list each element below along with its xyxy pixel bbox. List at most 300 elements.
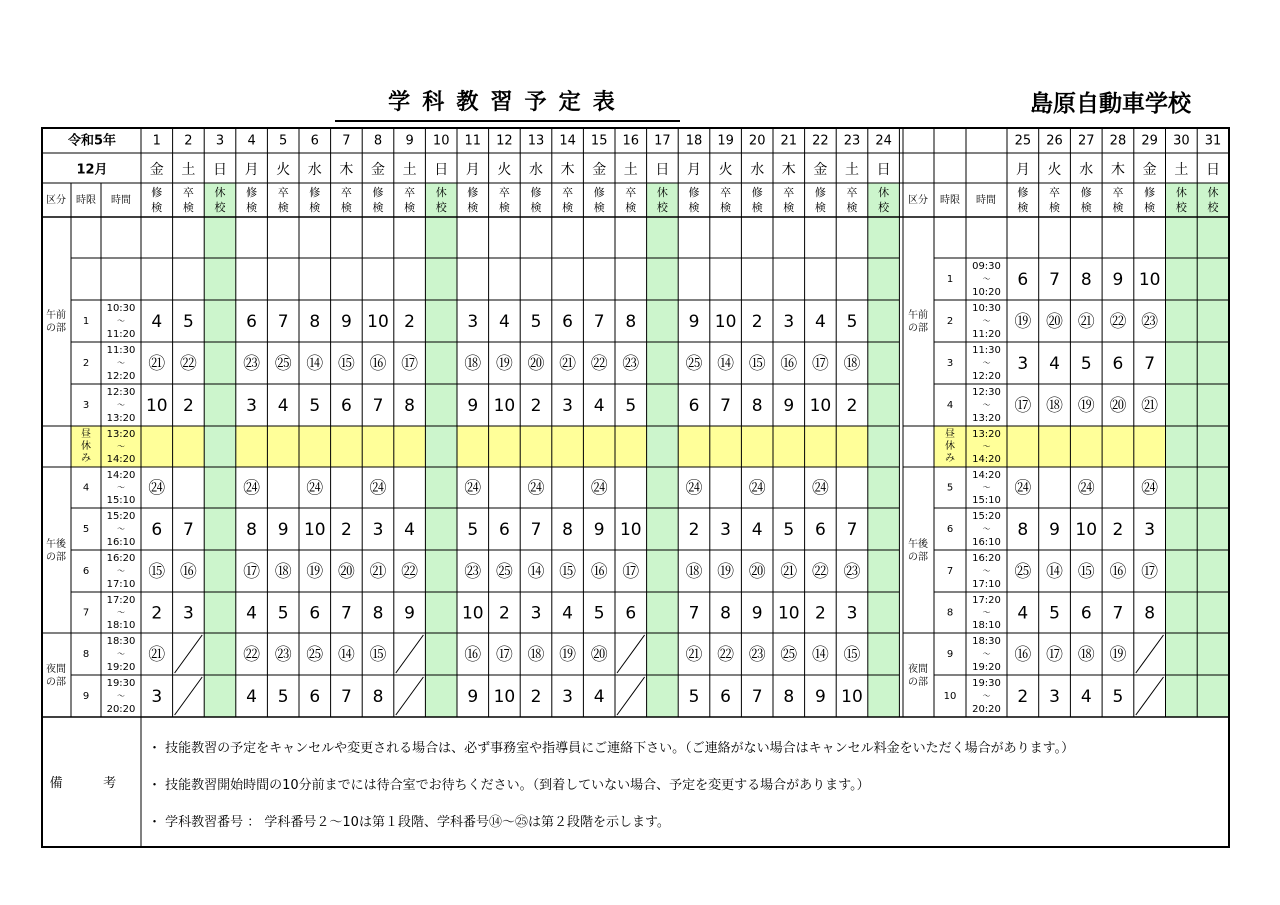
slash-mark [396,635,424,673]
weekday-label: 火 [718,162,733,178]
day-type-label: 休 [1207,186,1219,199]
header-jikan: 時間 [976,195,996,206]
main-lesson-cell: ⑲ [717,562,735,582]
end-lesson-cell: ⑰ [1141,562,1159,582]
main-lesson-cell: ⑱ [274,562,292,582]
date-number: 27 [1077,133,1095,149]
era-year: 令和5年 [67,133,117,149]
weekday-label: 金 [371,162,385,178]
end-lesson-cell: ⑯ [1109,562,1127,582]
day-type-label: 修 [688,186,700,199]
main-lesson-cell: ㉕ [685,354,703,374]
end-lesson-cell: ㉔ [1014,478,1032,499]
main-lesson-cell: 5 [277,603,289,624]
section-night: の部 [46,677,66,688]
weekday-label: 木 [560,162,575,178]
slash-mark [1136,635,1164,673]
weekday-label: 火 [497,162,512,178]
day-type-label: 校 [214,201,226,214]
date-number: 3 [215,133,225,149]
period-time: 20:20 [106,704,136,715]
period-number: 2 [946,316,954,327]
date-number: 4 [247,133,256,149]
lunch-label: み [945,453,955,464]
main-lesson-cell: ㉒ [590,354,608,374]
period-time: 11:20 [106,329,136,340]
date-number: 11 [464,133,482,149]
end-lesson-cell: ⑰ [1046,645,1064,665]
note-cancel: ・ 技能教習の予定をキャンセルや変更される場合は、必ず事務室や指導員にご連絡下さい。（ご連絡がない場合はキャンセル料金をいただく場合があります。） [148,741,1075,756]
period-time: 19:30 [106,678,136,689]
main-lesson-cell: 5 [625,396,637,416]
date-number: 31 [1204,133,1222,149]
main-lesson-cell: ㉒ [401,562,419,582]
end-lesson-cell: ⑳ [1046,312,1064,332]
date-number: 25 [1014,133,1032,149]
period-time: 12:30 [972,387,1001,398]
period-time: 10:30 [106,303,136,314]
main-lesson-cell: 6 [246,312,258,332]
day-type-label: 検 [1080,201,1092,214]
weekday-label: 日 [655,162,670,178]
main-lesson-cell: ㉑ [780,562,798,582]
period-time: 18:10 [106,620,136,631]
slash-mark [396,677,424,715]
period-time: 〜 [117,649,125,659]
main-lesson-cell: 4 [277,396,289,416]
end-lesson-cell: 7 [1049,270,1060,290]
main-lesson-cell: 7 [277,312,289,332]
date-number: 9 [405,133,414,149]
main-lesson-cell: 7 [593,312,605,332]
slash-mark [617,677,645,715]
section-am: の部 [908,323,928,334]
main-lesson-cell: 7 [720,396,732,416]
main-lesson-cell: 9 [467,687,479,707]
main-lesson-cell: ㉔ [685,478,703,499]
section-night: の部 [908,677,928,688]
main-lesson-cell: 4 [593,396,605,416]
end-lesson-cell: ⑯ [1014,645,1032,665]
end-lesson-cell: ㉕ [1014,562,1032,582]
end-lesson-cell: 6 [1017,270,1029,290]
date-number: 13 [527,133,545,149]
period-time: 20:20 [972,704,1001,715]
main-lesson-cell: ⑮ [748,354,766,374]
period-time: 13:20 [106,413,136,424]
weekday-label: 水 [307,162,322,178]
main-lesson-cell: 3 [846,603,858,624]
main-lesson-cell: 5 [309,396,321,416]
weekday-label: 月 [244,162,259,178]
slash-mark [175,635,203,673]
end-lesson-cell: ⑱ [1046,396,1064,416]
main-lesson-cell: 2 [404,312,416,332]
period-number: 5 [82,524,90,535]
main-lesson-cell: 3 [151,687,163,707]
period-time: 12:20 [106,371,136,382]
period-time: 09:30 [972,261,1001,272]
end-lesson-cell: 2 [1017,687,1029,707]
lunch-row [934,426,1166,467]
main-lesson-cell: 10 [619,520,642,540]
holiday-column [1166,183,1198,717]
main-lesson-cell: 8 [404,396,416,416]
main-lesson-cell: 2 [688,520,700,540]
main-lesson-cell: ㉒ [717,645,735,665]
main-lesson-cell: 2 [530,687,542,707]
weekday-label: 木 [781,162,796,178]
month-label: 12月 [76,162,108,178]
main-lesson-cell: 4 [246,603,258,624]
main-lesson-cell: 3 [372,520,384,540]
section-pm: の部 [908,552,928,563]
main-lesson-cell: ⑮ [148,562,166,582]
lunch-time: 14:20 [106,454,136,465]
weekday-label: 日 [876,162,891,178]
main-lesson-cell: ㉓ [748,645,766,665]
day-type-label: 検 [530,201,542,214]
weekday-label: 水 [1079,162,1094,178]
main-lesson-cell: 9 [688,312,700,332]
main-lesson-cell: 4 [814,312,826,332]
period-time: 19:20 [106,662,136,673]
lunch-label: み [81,453,91,464]
day-type-label: 検 [151,201,163,214]
main-lesson-cell: 3 [467,312,479,332]
main-lesson-cell: ⑯ [179,562,197,582]
main-lesson-cell: 4 [593,687,605,707]
day-type-label: 卒 [1112,186,1124,199]
main-lesson-cell: 10 [461,603,484,624]
main-lesson-cell: 9 [814,687,826,707]
main-lesson-cell: 8 [562,520,574,540]
period-time: 10:30 [972,303,1001,314]
period-number: 5 [946,482,954,494]
date-number: 21 [780,133,798,149]
period-time: 16:10 [106,537,136,548]
end-lesson-cell: 5 [1112,687,1124,707]
period-time: 18:10 [972,620,1001,631]
day-type-label: 修 [1080,186,1092,199]
main-lesson-cell: 3 [182,603,194,624]
main-lesson-cell: ⑯ [464,645,482,665]
note-lesson-numbers: ・ 学科教習番号 ： 学科番号２〜10は第１段階、学科番号⑭〜㉕は第２段階を示します。 [148,815,670,830]
main-lesson-cell: ㉓ [274,645,292,665]
period-number: 7 [946,566,954,577]
day-type-label: 検 [498,201,510,214]
section-am: 午前 [46,310,66,321]
main-lesson-cell: 10 [367,312,389,332]
main-lesson-cell: 6 [151,520,163,540]
date-number: 2 [184,133,193,149]
period-time: 18:30 [972,636,1001,647]
end-lesson-cell: 8 [1144,603,1156,624]
main-lesson-cell: ㉒ [243,645,261,665]
main-lesson-cell: ㉕ [780,645,798,665]
period-time: 15:10 [972,495,1001,506]
lunch-label: 休 [81,441,91,452]
period-time: 17:10 [972,579,1001,590]
period-time: 〜 [982,566,991,576]
main-lesson-cell: ㉓ [622,354,640,374]
main-lesson-cell: ㉑ [559,354,577,374]
main-lesson-cell: 9 [593,520,605,540]
day-type-label: 休 [1175,186,1187,199]
main-lesson-cell: ㉑ [148,645,166,665]
main-lesson-cell: 4 [404,520,416,540]
lunch-label: 休 [945,441,955,452]
end-lesson-cell: ⑰ [1014,396,1032,416]
date-number: 14 [559,133,576,149]
day-type-label: 修 [814,186,826,199]
main-lesson-cell: ⑱ [843,354,861,374]
main-lesson-cell: 8 [309,312,321,332]
weekday-label: 土 [623,162,638,178]
end-lesson-cell: 4 [1080,687,1092,707]
main-lesson-cell: ⑰ [811,354,829,374]
main-lesson-cell: 3 [783,312,795,332]
day-type-label: 卒 [498,186,510,199]
main-lesson-cell: 10 [777,603,800,624]
main-lesson-cell: 7 [688,603,700,624]
end-lesson-cell: ⑳ [1109,396,1127,416]
day-type-label: 検 [720,201,732,214]
day-type-label: 卒 [182,186,194,199]
main-lesson-cell: 2 [530,396,542,416]
period-time: 〜 [982,483,991,492]
day-type-label: 検 [751,201,763,214]
main-lesson-cell: 3 [562,396,574,416]
day-type-label: 検 [277,201,289,214]
period-time: 〜 [982,316,991,326]
date-number: 23 [843,133,861,149]
main-lesson-cell: ⑭ [337,645,355,665]
end-lesson-cell: 7 [1144,354,1156,374]
main-lesson-cell: 3 [562,687,574,707]
main-lesson-cell: ⑯ [780,354,798,374]
period-time: 10:20 [972,287,1001,298]
day-type-label: 検 [783,201,795,214]
slash-mark [1136,677,1164,715]
period-time: 11:30 [972,345,1001,356]
end-lesson-cell: ㉑ [1077,312,1095,332]
main-lesson-cell: 6 [688,396,700,416]
day-type-label: 検 [1144,201,1156,214]
main-lesson-cell: 7 [340,687,352,707]
day-type-label: 休 [878,186,890,199]
day-type-label: 修 [309,186,321,199]
end-lesson-cell: ㉔ [1141,478,1159,499]
main-lesson-cell: ⑳ [337,562,355,582]
period-time: 18:30 [106,636,136,647]
end-lesson-cell: 5 [1080,354,1092,374]
main-lesson-cell: 10 [303,520,326,540]
main-lesson-cell: ㉒ [811,562,829,582]
note-arrival: ・ 技能教習開始時間の10分前までには待合室でお待ちください。（到着していない場合、予定を変更する場合があります。） [148,778,870,793]
period-time: 11:20 [972,329,1001,340]
main-lesson-cell: 5 [530,312,542,332]
main-lesson-cell: 4 [151,312,163,332]
date-number: 5 [279,133,288,149]
day-type-label: 校 [656,201,668,214]
main-lesson-cell: 6 [814,520,826,540]
end-lesson-cell: 9 [1049,520,1060,540]
day-type-label: 検 [404,201,416,214]
period-number: 8 [82,649,90,660]
weekday-label: 月 [1015,162,1030,178]
main-lesson-cell: 4 [246,687,258,707]
day-type-label: 修 [751,186,763,199]
main-lesson-cell: 3 [530,603,542,624]
end-lesson-cell: 4 [1049,354,1060,374]
main-lesson-cell: 3 [720,520,732,540]
main-lesson-cell: ㉔ [590,478,608,499]
period-time: 13:20 [972,413,1001,424]
main-lesson-cell: ⑮ [337,354,355,374]
weekday-label: 土 [845,162,859,178]
day-type-label: 検 [182,201,194,214]
section-pm: の部 [46,552,66,563]
weekday-label: 土 [402,162,417,178]
main-lesson-cell: 3 [246,396,258,416]
end-lesson-cell: 3 [1017,354,1029,374]
day-type-label: 卒 [1049,186,1061,199]
date-number: 7 [342,133,351,149]
day-type-label: 卒 [404,186,416,199]
main-lesson-cell: 7 [751,687,763,707]
main-lesson-cell: 9 [467,396,479,416]
day-type-label: 休 [435,186,447,199]
main-lesson-cell: ⑭ [717,354,735,374]
day-type-label: 卒 [277,186,289,199]
period-number: 4 [82,482,90,494]
day-type-label: 修 [246,186,258,199]
lunch-row [71,426,899,467]
main-lesson-cell: ㉔ [811,478,829,499]
lunch-label: 昼 [945,429,955,440]
main-lesson-cell: ⑯ [369,354,387,374]
date-number: 10 [432,133,450,149]
main-lesson-cell: ⑱ [464,354,482,374]
period-time: 〜 [117,608,125,617]
main-lesson-cell: ⑮ [559,562,577,582]
main-lesson-cell: ㉑ [685,645,703,665]
period-time: 16:10 [972,537,1001,548]
main-lesson-cell: 6 [340,396,352,416]
main-lesson-cell: ⑮ [843,645,861,665]
day-type-label: 校 [878,201,890,214]
period-time: 14:20 [106,470,136,481]
day-type-label: 卒 [846,186,858,199]
period-time: 〜 [982,400,991,410]
main-lesson-cell: 2 [846,396,858,416]
page-title: 学科教習予定表 [335,88,680,122]
end-lesson-cell: ⑮ [1077,562,1095,582]
period-time: 〜 [982,691,991,701]
end-lesson-cell: ⑱ [1077,645,1095,665]
weekday-label: 月 [687,162,701,178]
end-lesson-cell: 10 [1075,520,1098,540]
main-lesson-cell: 2 [151,603,163,624]
header-kubun: 区分 [908,195,928,206]
main-lesson-cell: 4 [498,312,510,332]
period-time: 〜 [117,316,125,326]
main-lesson-cell: ⑭ [527,562,545,582]
main-lesson-cell: ⑮ [369,645,387,665]
date-number: 17 [654,133,671,149]
day-type-label: 検 [688,201,700,214]
main-lesson-cell: ㉕ [306,645,324,665]
lunch-time: 14:20 [972,454,1001,465]
main-lesson-cell: 5 [783,520,795,540]
day-type-label: 検 [1049,201,1061,214]
period-time: 〜 [117,483,125,492]
day-type-label: 卒 [720,186,732,199]
main-lesson-cell: 5 [593,603,605,624]
date-number: 20 [748,133,766,149]
main-lesson-cell: ㉔ [527,478,545,499]
period-time: 17:20 [972,595,1001,606]
period-number: 4 [946,400,954,411]
lunch-time: 〜 [117,442,125,451]
main-lesson-cell: 9 [277,520,289,540]
day-type-label: 修 [1144,186,1156,199]
day-type-label: 卒 [625,186,637,199]
main-lesson-cell: ㉔ [306,478,324,499]
period-time: 〜 [982,608,991,617]
day-type-label: 修 [1017,186,1029,199]
period-time: 12:30 [106,387,136,398]
main-lesson-cell: 10 [493,687,516,707]
day-type-label: 校 [1175,201,1187,214]
period-number: 3 [82,400,90,411]
main-lesson-cell: ㉔ [369,478,387,499]
day-type-label: 検 [372,201,384,214]
period-time: 〜 [982,274,991,284]
main-lesson-cell: 2 [340,520,352,540]
period-time: 〜 [117,566,125,576]
end-lesson-cell: 6 [1080,603,1092,624]
lunch-label: 昼 [81,429,91,440]
period-number: 6 [82,566,90,577]
period-time: 19:30 [972,678,1001,689]
main-lesson-cell: 8 [372,687,384,707]
main-lesson-cell: 7 [182,520,194,540]
main-lesson-cell: 6 [625,603,637,624]
period-number: 10 [943,691,957,702]
day-type-label: 検 [814,201,826,214]
day-type-label: 検 [309,201,321,214]
period-number: 3 [946,358,954,369]
main-lesson-cell: ㉔ [243,478,261,499]
end-lesson-cell: 8 [1017,520,1029,540]
main-lesson-cell: 8 [625,312,637,332]
main-lesson-cell: 2 [182,396,194,416]
day-type-label: 検 [625,201,637,214]
main-lesson-cell: ㉔ [748,478,766,499]
main-lesson-cell: ⑭ [306,354,324,374]
main-lesson-cell: 5 [846,312,858,332]
weekday-label: 土 [181,162,196,178]
period-time: 11:30 [106,345,136,356]
end-lesson-cell: 10 [1138,270,1161,290]
day-type-label: 校 [1207,201,1219,214]
main-lesson-cell: 8 [783,687,795,707]
slash-mark [175,677,203,715]
period-time: 16:20 [972,553,1001,564]
main-lesson-cell: 10 [145,396,168,416]
